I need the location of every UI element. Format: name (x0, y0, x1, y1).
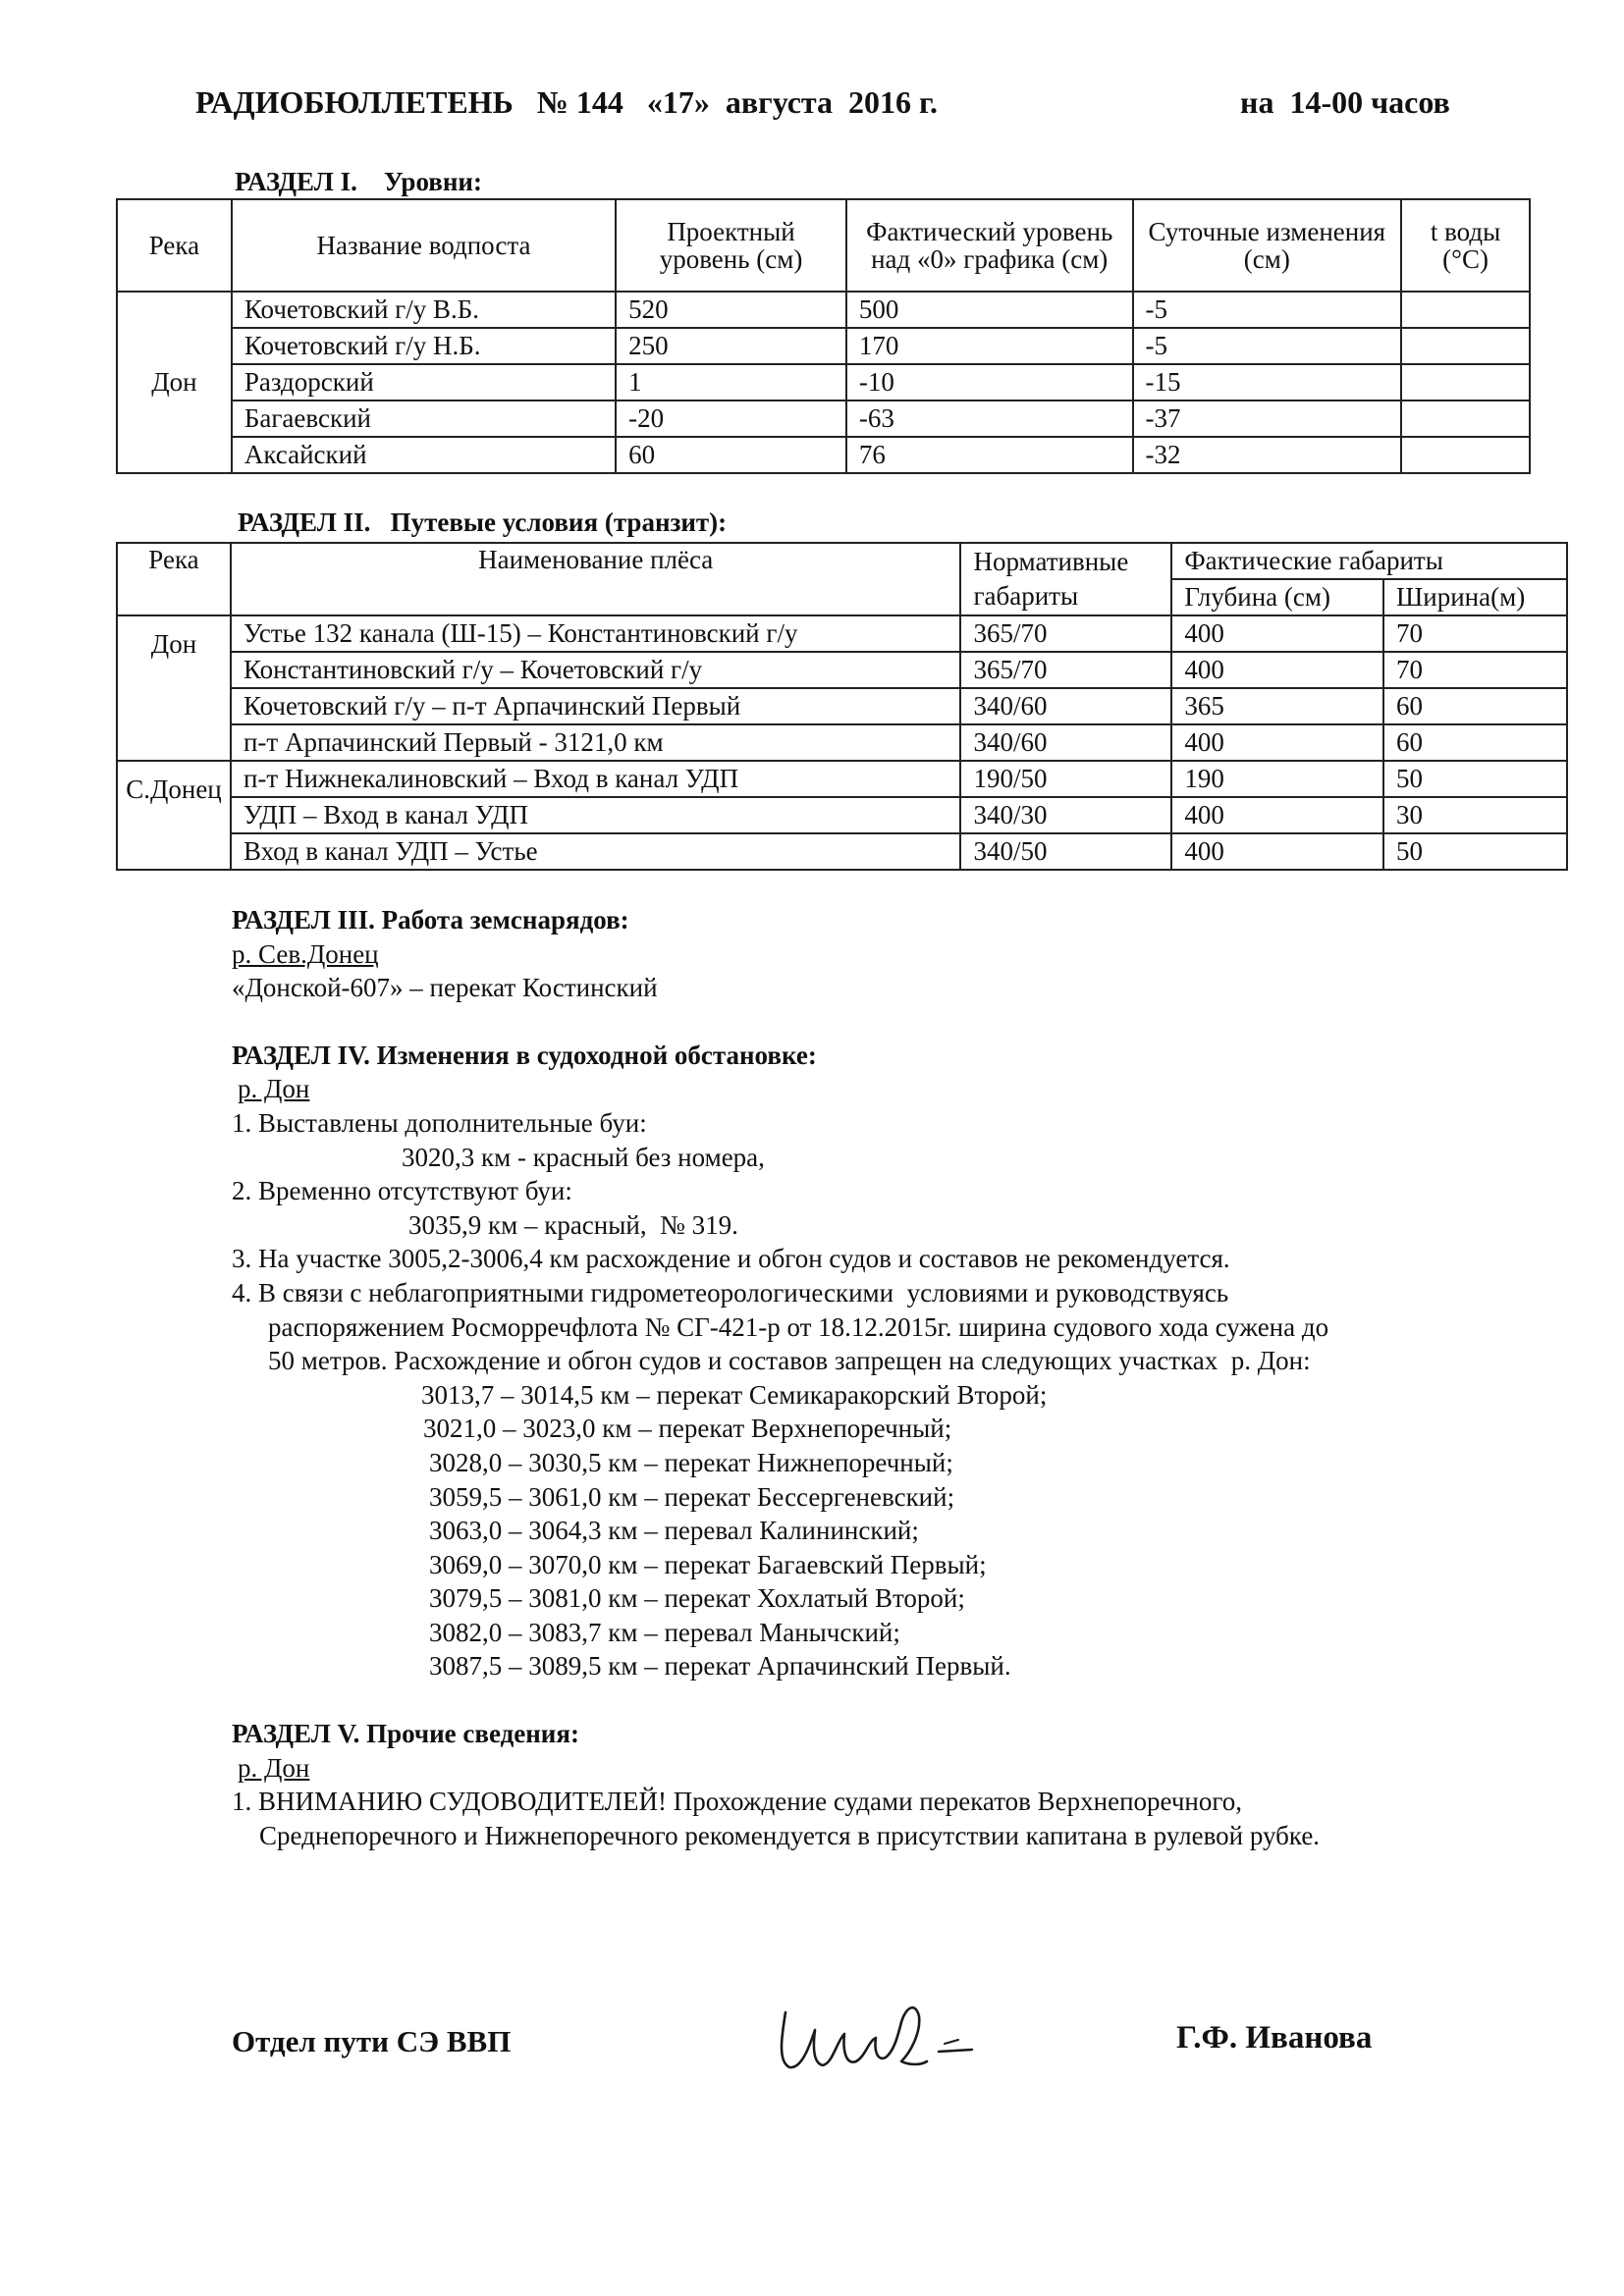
depth: 400 (1171, 724, 1383, 761)
normative: 365/70 (960, 615, 1171, 652)
section2-heading: РАЗДЕЛ II. Путевые условия (транзит): (238, 507, 728, 537)
width: 30 (1383, 797, 1567, 833)
daily-change: -5 (1133, 328, 1402, 364)
section1-heading: РАЗДЕЛ I. Уровни: (235, 167, 482, 196)
station-name: Аксайский (232, 437, 616, 473)
restricted-site: 3087,5 – 3089,5 км – перекат Арпачинский Первый. (429, 1651, 1011, 1682)
normative: 340/30 (960, 797, 1171, 833)
section4-river: р. Дон (238, 1074, 310, 1104)
normative: 340/50 (960, 833, 1171, 870)
station-name: Раздорский (232, 364, 616, 400)
restricted-site: 3021,0 – 3023,0 км – перекат Верхнепоречный; (423, 1414, 952, 1444)
station-name: Кочетовский г/у Н.Б. (232, 328, 616, 364)
body-text (232, 903, 1328, 1852)
section3-river: р. Сев.Донец (232, 938, 379, 969)
actual-level: -63 (846, 400, 1133, 437)
depth: 400 (1171, 797, 1383, 833)
reach-name: Кочетовский г/у – п-т Арпачинский Первый (231, 688, 961, 724)
transit-table (116, 542, 1568, 871)
water-temp (1401, 364, 1530, 400)
station-name: Кочетовский г/у В.Б. (232, 292, 616, 328)
width: 50 (1383, 833, 1567, 870)
col-depth: Глубина (см) (1171, 579, 1383, 615)
depth: 400 (1171, 615, 1383, 652)
width: 70 (1383, 652, 1567, 688)
section4-item1: 1. Выставлены дополнительные буи: (232, 1107, 647, 1138)
bulletin-time: на 14-00 часов (1240, 84, 1450, 120)
restricted-site: 3063,0 – 3064,3 км – перевал Калининский; (429, 1516, 919, 1546)
depth: 365 (1171, 688, 1383, 724)
dredger-line: «Донской-607» – перекат Костинский (232, 973, 658, 1003)
levels-table (116, 198, 1531, 474)
handwritten-signature (772, 1983, 988, 2081)
daily-change: -5 (1133, 292, 1402, 328)
river-name: С.Донец (117, 761, 231, 870)
depth: 400 (1171, 652, 1383, 688)
section5-item1-line2: Среднепоречного и Нижнепоречного рекомендуется в присутствии капитана в рулевой рубке. (259, 1820, 1321, 1850)
normative: 365/70 (960, 652, 1171, 688)
section4-item4-line1: 4. В связи с неблагоприятными гидрометеорологическими условиями и руководствуясь (232, 1277, 1229, 1308)
water-temp (1401, 292, 1530, 328)
table-row (117, 797, 1567, 833)
normative: 190/50 (960, 761, 1171, 797)
col-water-temp (1401, 199, 1530, 292)
daily-change: -32 (1133, 437, 1402, 473)
daily-change: -37 (1133, 400, 1402, 437)
actual-level: 500 (846, 292, 1133, 328)
design-level: 1 (616, 364, 846, 400)
table-row (117, 761, 1567, 797)
depth: 190 (1171, 761, 1383, 797)
water-temp (1401, 437, 1530, 473)
reach-name: п-т Нижнекалиновский – Вход в канал УДП (231, 761, 961, 797)
water-temp (1401, 328, 1530, 364)
col-river: Река (117, 543, 231, 615)
table-row (117, 437, 1530, 473)
table-row (117, 328, 1530, 364)
section4-item2-detail: 3035,9 км – красный, № 319. (408, 1209, 738, 1240)
depth: 400 (1171, 833, 1383, 870)
restricted-site: 3079,5 – 3081,0 км – перекат Хохлатый Второй; (429, 1583, 965, 1614)
reach-name: УДП – Вход в канал УДП (231, 797, 961, 833)
restricted-site: 3059,5 – 3061,0 км – перекат Бессергеневский; (429, 1481, 955, 1512)
normative: 340/60 (960, 724, 1171, 761)
width: 50 (1383, 761, 1567, 797)
design-level: 60 (616, 437, 846, 473)
department-name: Отдел пути СЭ ВВП (232, 2024, 512, 2058)
table-row (117, 400, 1530, 437)
col-normative: Нормативные габариты (960, 543, 1171, 615)
col-reach: Наименование плёса (231, 543, 961, 615)
table-row (117, 652, 1567, 688)
design-level: 520 (616, 292, 846, 328)
signatory-name: Г.Ф. Иванова (1176, 2020, 1373, 2056)
restricted-site: 3082,0 – 3083,7 км – перевал Манычский; (429, 1617, 900, 1647)
section4-item2: 2. Временно отсутствуют буи: (232, 1176, 572, 1206)
design-level: -20 (616, 400, 846, 437)
actual-level: 76 (846, 437, 1133, 473)
col-station: Название водпоста (232, 199, 616, 292)
col-design-level: Проектный уровень (см) (616, 199, 846, 292)
section4-item4-line3: 50 метров. Расхождение и обгон судов и составов запрещен на следующих участках р. Дон: (268, 1346, 1311, 1376)
table-row (117, 292, 1530, 328)
col-width: Ширина(м) (1383, 579, 1567, 615)
section5-heading: РАЗДЕЛ V. Прочие сведения: (232, 1719, 579, 1749)
section5-river: р. Дон (238, 1752, 310, 1783)
station-name: Багаевский (232, 400, 616, 437)
section4-item3: 3. На участке 3005,2-3006,4 км расхождение и обгон судов и составов не рекомендуется. (232, 1244, 1230, 1274)
section5-item1-line1: 1. ВНИМАНИЮ СУДОВОДИТЕЛЕЙ! Прохождение судами перекатов Верхнепоречного, (232, 1787, 1243, 1817)
table-row (117, 615, 1567, 652)
restricted-site: 3069,0 – 3070,0 км – перекат Багаевский Первый; (429, 1549, 987, 1579)
water-temp-unit: (°С) (1442, 244, 1489, 274)
section3-heading: РАЗДЕЛ III. Работа земснарядов: (232, 905, 629, 934)
normative: 340/60 (960, 688, 1171, 724)
river-name: Дон (117, 292, 232, 473)
reach-name: Устье 132 канала (Ш-15) – Константиновский г/у (231, 615, 961, 652)
restricted-site: 3028,0 – 3030,5 км – перекат Нижнепоречный; (429, 1447, 953, 1477)
section4-heading: РАЗДЕЛ IV. Изменения в судоходной обстановке: (232, 1040, 817, 1070)
col-daily-change: Суточные изменения (см) (1133, 199, 1402, 292)
design-level: 250 (616, 328, 846, 364)
reach-name: Вход в канал УДП – Устье (231, 833, 961, 870)
width: 60 (1383, 724, 1567, 761)
section4-item4-line2: распоряжением Росморречфлота № СГ-421-р от 18.12.2015г. ширина судового хода сужена до (268, 1311, 1329, 1342)
table-row (117, 833, 1567, 870)
col-river: Река (117, 199, 232, 292)
water-temp (1401, 400, 1530, 437)
bulletin-title: РАДИОБЮЛЛЕТЕНЬ № 144 «17» августа 2016 г. (195, 84, 938, 120)
table-row (117, 364, 1530, 400)
water-temp-label: t воды (1430, 216, 1501, 246)
table-row (117, 688, 1567, 724)
reach-name: Константиновский г/у – Кочетовский г/у (231, 652, 961, 688)
col-actual-level: Фактический уровень над «0» графика (см) (846, 199, 1133, 292)
levels-table-header (117, 199, 1530, 292)
table-row (117, 724, 1567, 761)
col-actual-dimensions: Фактические габариты (1171, 543, 1567, 579)
reach-name: п-т Арпачинский Первый - 3121,0 км (231, 724, 961, 761)
transit-table-header (117, 543, 1567, 579)
restricted-site: 3013,7 – 3014,5 км – перекат Семикаракорский Второй; (421, 1379, 1048, 1410)
actual-level: 170 (846, 328, 1133, 364)
width: 60 (1383, 688, 1567, 724)
daily-change: -15 (1133, 364, 1402, 400)
actual-level: -10 (846, 364, 1133, 400)
width: 70 (1383, 615, 1567, 652)
river-name: Дон (117, 615, 231, 761)
section4-item1-detail: 3020,3 км - красный без номера, (402, 1142, 765, 1172)
